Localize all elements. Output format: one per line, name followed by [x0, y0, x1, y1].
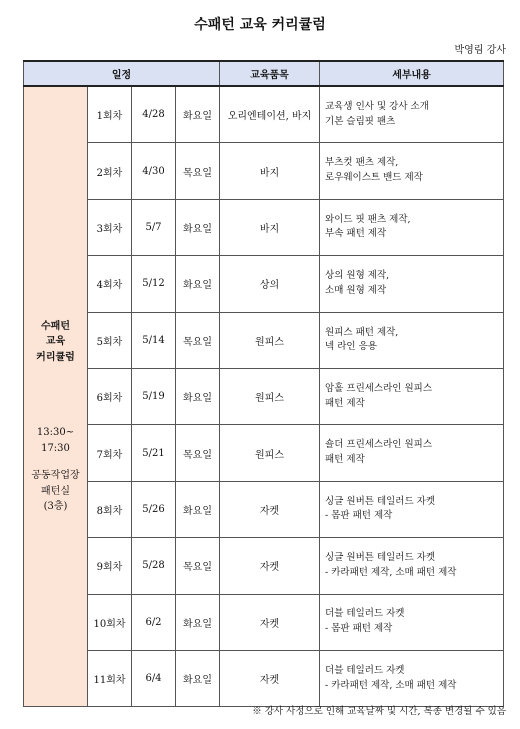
detail-line: 부츠컷 팬츠 제작,: [325, 157, 399, 169]
item-cell: 오리엔테이션, 바지: [220, 86, 320, 143]
side-time-line: 17:30: [41, 442, 70, 454]
date-cell: 5/19: [132, 368, 176, 424]
day-cell: 목요일: [176, 143, 220, 199]
curriculum-table: [23, 60, 504, 707]
detail-cell: [320, 594, 504, 650]
table-row: [24, 425, 504, 481]
item-cell: 바지: [220, 199, 320, 255]
detail-cell: [320, 425, 504, 481]
session-cell: 6회차: [88, 368, 132, 424]
detail-cell: [320, 481, 504, 537]
detail-line: 암홀 프린세스라인 원피스: [325, 382, 433, 394]
day-cell: 목요일: [176, 425, 220, 481]
detail-line: 부속 패턴 제작: [325, 228, 387, 240]
item-cell: 원피스: [220, 312, 320, 368]
detail-cell: [320, 312, 504, 368]
side-place-line: 패턴실: [41, 485, 70, 497]
item-cell: 상의: [220, 256, 320, 312]
item-cell: 자켓: [220, 594, 320, 650]
session-cell: 4회차: [88, 256, 132, 312]
detail-cell: [320, 538, 504, 594]
detail-line: - 몸판 패턴 제작: [325, 623, 393, 635]
item-cell: 바지: [220, 143, 320, 199]
day-cell: 화요일: [176, 256, 220, 312]
day-cell: 화요일: [176, 199, 220, 255]
table-row: [24, 594, 504, 650]
day-cell: 화요일: [176, 368, 220, 424]
detail-line: 넥 라인 응용: [325, 341, 377, 353]
session-cell: 11회차: [88, 650, 132, 706]
header-schedule: 일정: [24, 61, 220, 86]
date-cell: 6/2: [132, 594, 176, 650]
session-cell: 10회차: [88, 594, 132, 650]
day-cell: 화요일: [176, 481, 220, 537]
detail-line: 숄더 프린세스라인 원피스: [325, 439, 433, 451]
header-item: 교육품목: [220, 61, 320, 86]
detail-line: 원피스 패턴 제작,: [325, 326, 399, 338]
detail-cell: [320, 256, 504, 312]
day-cell: 목요일: [176, 312, 220, 368]
detail-cell: [320, 368, 504, 424]
date-cell: 5/26: [132, 481, 176, 537]
table-row: [24, 312, 504, 368]
detail-line: - 카라패턴 제작, 소매 패턴 제작: [325, 566, 457, 578]
detail-cell: [320, 86, 504, 143]
detail-line: 상의 원형 제작,: [325, 270, 390, 282]
table-row: [24, 650, 504, 706]
detail-line: - 몸판 패턴 제작: [325, 510, 393, 522]
date-cell: 4/28: [132, 86, 176, 143]
detail-cell: [320, 199, 504, 255]
side-title-line: 교육: [45, 336, 66, 348]
item-cell: 자켓: [220, 650, 320, 706]
table-header-row: [24, 61, 504, 86]
session-cell: 9회차: [88, 538, 132, 594]
header-detail: 세부내용: [320, 61, 504, 86]
day-cell: 화요일: [176, 86, 220, 143]
page-title: 수패턴 교육 커리큘럼: [194, 17, 326, 33]
date-cell: 5/21: [132, 425, 176, 481]
detail-line: 로우웨이스트 밴드 제작: [325, 172, 423, 184]
detail-cell: [320, 650, 504, 706]
detail-line: 더블 테일러드 자켓: [325, 608, 405, 620]
date-cell: 5/7: [132, 199, 176, 255]
table-row: [24, 143, 504, 199]
detail-line: 기본 슬림핏 팬츠: [325, 115, 396, 127]
table-row: [24, 86, 504, 143]
date-cell: 5/14: [132, 312, 176, 368]
table-row: [24, 256, 504, 312]
curriculum-side-cell: [24, 86, 88, 707]
day-cell: 화요일: [176, 650, 220, 706]
item-cell: 자켓: [220, 481, 320, 537]
detail-line: 싱글 원버튼 테일러드 자켓: [325, 552, 436, 564]
instructor-name: 박영림 강사: [454, 45, 506, 56]
detail-line: 패턴 제작: [325, 454, 365, 466]
detail-line: 더블 테일러드 자켓: [325, 664, 405, 676]
side-place-line: 공동작업장: [31, 470, 80, 482]
session-cell: 2회차: [88, 143, 132, 199]
detail-line: 패턴 제작: [325, 397, 365, 409]
side-title-line: 수패턴: [41, 320, 70, 332]
detail-line: 소매 원형 제작: [325, 284, 387, 296]
detail-line: 싱글 원버튼 테일러드 자켓: [325, 495, 436, 507]
item-cell: 원피스: [220, 425, 320, 481]
date-cell: 5/12: [132, 256, 176, 312]
table-body: [24, 86, 504, 707]
side-place-line: (3층): [43, 501, 68, 513]
date-cell: 4/30: [132, 143, 176, 199]
table-row: [24, 368, 504, 424]
session-cell: 7회차: [88, 425, 132, 481]
detail-line: 교육생 인사 및 강사 소개: [325, 100, 429, 112]
side-time-line: 13:30~: [36, 427, 75, 439]
session-cell: 8회차: [88, 481, 132, 537]
session-cell: 3회차: [88, 199, 132, 255]
table-row: [24, 481, 504, 537]
item-cell: 원피스: [220, 368, 320, 424]
day-cell: 목요일: [176, 538, 220, 594]
session-cell: 1회차: [88, 86, 132, 143]
day-cell: 화요일: [176, 594, 220, 650]
date-cell: 5/28: [132, 538, 176, 594]
footnote: ※ 강사 사정으로 인해 교육날짜 및 시간, 복종 변경될 수 있음: [252, 706, 506, 717]
item-cell: 자켓: [220, 538, 320, 594]
table-row: [24, 199, 504, 255]
table-row: [24, 538, 504, 594]
detail-cell: [320, 143, 504, 199]
detail-line: - 카라패턴 제작, 소매 패턴 제작: [325, 679, 457, 691]
side-title-line: 커리큘럼: [36, 351, 75, 363]
detail-line: 와이드 핏 팬츠 제작,: [325, 213, 411, 225]
date-cell: 6/4: [132, 650, 176, 706]
session-cell: 5회차: [88, 312, 132, 368]
